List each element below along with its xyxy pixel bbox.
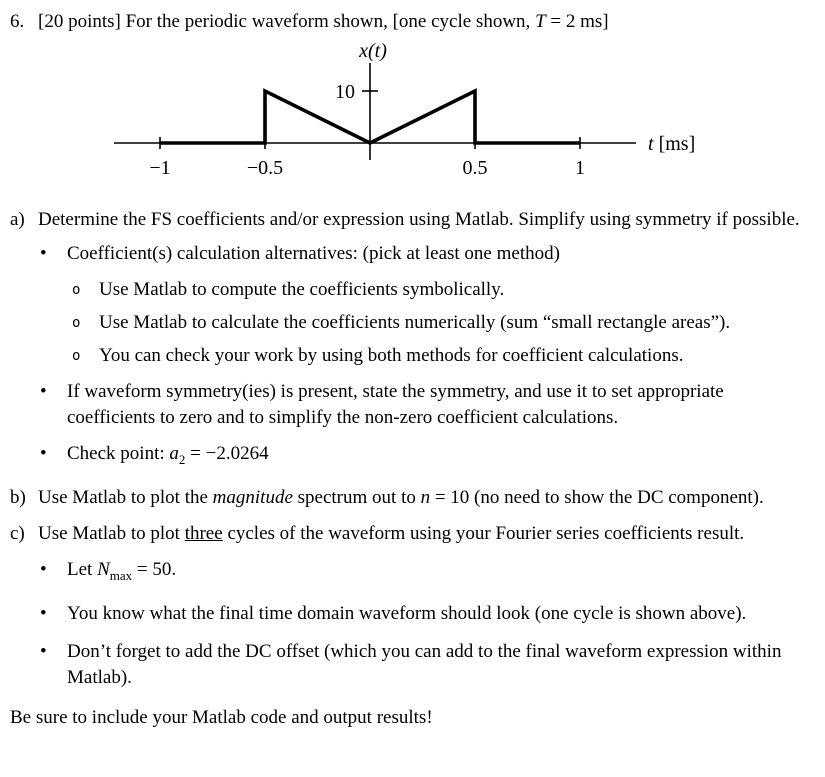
intro-var-period: T <box>535 11 546 32</box>
part-c-label: c) <box>10 522 25 544</box>
check-point-post: = −2.0264 <box>185 443 269 464</box>
part-c-pre: Use Matlab to plot <box>38 522 185 544</box>
closing-note: Be sure to include your Matlab code and output results! <box>10 706 433 728</box>
bullet-icon: • <box>40 640 47 662</box>
check-point-sub: 2 <box>178 451 186 467</box>
part-b-pre: Use Matlab to plot the <box>38 486 213 508</box>
bullet-final-waveform <box>40 601 815 627</box>
part-c-underlined: three <box>184 522 223 544</box>
check-point-var: a <box>169 443 179 464</box>
bullet-check-point <box>40 441 815 473</box>
waveform-figure <box>50 43 815 195</box>
x-axis-label: t [ms] <box>648 133 696 155</box>
part-b-label: b) <box>10 486 26 508</box>
sub-bullet-check-work-text: You can check your work by using both methods for coefficient calculations. <box>99 345 684 366</box>
bullet-icon: • <box>40 381 47 402</box>
part-b-text <box>38 485 815 511</box>
peak-value-label: 10 <box>335 81 355 103</box>
tick-label: 1 <box>575 157 585 179</box>
bullet-icon: • <box>40 443 47 464</box>
bullet-symmetry-text: If waveform symmetry(ies) is present, state the symmetry, and use it to set appropriate coefficients to zero and to simplify the non-zero coefficient calculations. <box>67 381 724 428</box>
part-c <box>10 521 815 547</box>
bullet-coefficient-alternatives-text: Coefficient(s) calculation alternatives: (pick at least one method) <box>67 243 560 264</box>
bullet-symmetry <box>40 379 815 431</box>
nmax-post: = 50. <box>132 558 177 580</box>
part-b-mid: spectrum out to <box>292 486 421 508</box>
waveform-figure-svg <box>50 43 750 195</box>
bullet-icon: • <box>40 243 47 264</box>
bullet-dc-offset-text: Don’t forget to add the DC offset (which you can add to the final waveform expression within Matlab). <box>67 640 782 688</box>
nmax-pre: Let <box>67 558 98 580</box>
bullet-icon: • <box>40 558 47 580</box>
bullet-icon: • <box>40 602 47 624</box>
part-b-post: = 10 (no need to show the DC component). <box>430 486 764 508</box>
part-a <box>10 207 815 233</box>
intro-text-pre: [20 points] For the periodic waveform shown, [one cycle shown, <box>38 11 536 32</box>
check-point-pre: Check point: <box>67 443 170 464</box>
nmax-var: N <box>97 558 110 580</box>
circle-bullet-icon: o <box>72 282 81 298</box>
bullet-nmax-text <box>67 557 815 589</box>
nmax-sub: max <box>109 567 133 583</box>
circle-bullet-icon: o <box>72 315 81 331</box>
bullet-dc-offset <box>40 639 815 691</box>
bullet-coefficient-alternatives <box>40 241 815 267</box>
sub-bullet-symbolic-text: Use Matlab to compute the coefficients symbolically. <box>99 279 505 300</box>
part-c-post: cycles of the waveform using your Fourier series coefficients result. <box>222 522 745 544</box>
bullet-final-waveform-text: You know what the final time domain waveform should look (one cycle is shown above). <box>67 602 747 624</box>
sub-bullet-numeric-text: Use Matlab to calculate the coefficients numerically (sum “small rectangle areas”). <box>99 312 731 333</box>
part-b-n-var: n <box>420 486 431 508</box>
part-a-label: a) <box>10 209 25 230</box>
part-c-text <box>38 521 815 547</box>
part-b <box>10 485 815 511</box>
part-b-magnitude: magnitude <box>212 486 293 508</box>
sub-bullet-symbolic <box>72 277 815 303</box>
part-a-text: Determine the FS coefficients and/or expression using Matlab. Simplify using symmetry if possible. <box>38 209 800 230</box>
sub-bullet-check-work <box>72 343 815 369</box>
intro-text-post: = 2 ms] <box>545 11 609 32</box>
problem-number: 6. <box>10 11 25 32</box>
problem-statement <box>10 9 815 35</box>
y-axis-label: x(t) <box>359 43 387 62</box>
problem-intro <box>38 9 815 35</box>
tick-label: −0.5 <box>246 157 284 179</box>
tick-label: −1 <box>149 157 171 179</box>
bullet-check-point-text <box>67 441 815 473</box>
sub-bullet-numeric <box>72 310 815 336</box>
circle-bullet-icon: o <box>72 348 81 364</box>
bullet-nmax <box>40 557 815 589</box>
tick-label: 0.5 <box>462 157 488 179</box>
